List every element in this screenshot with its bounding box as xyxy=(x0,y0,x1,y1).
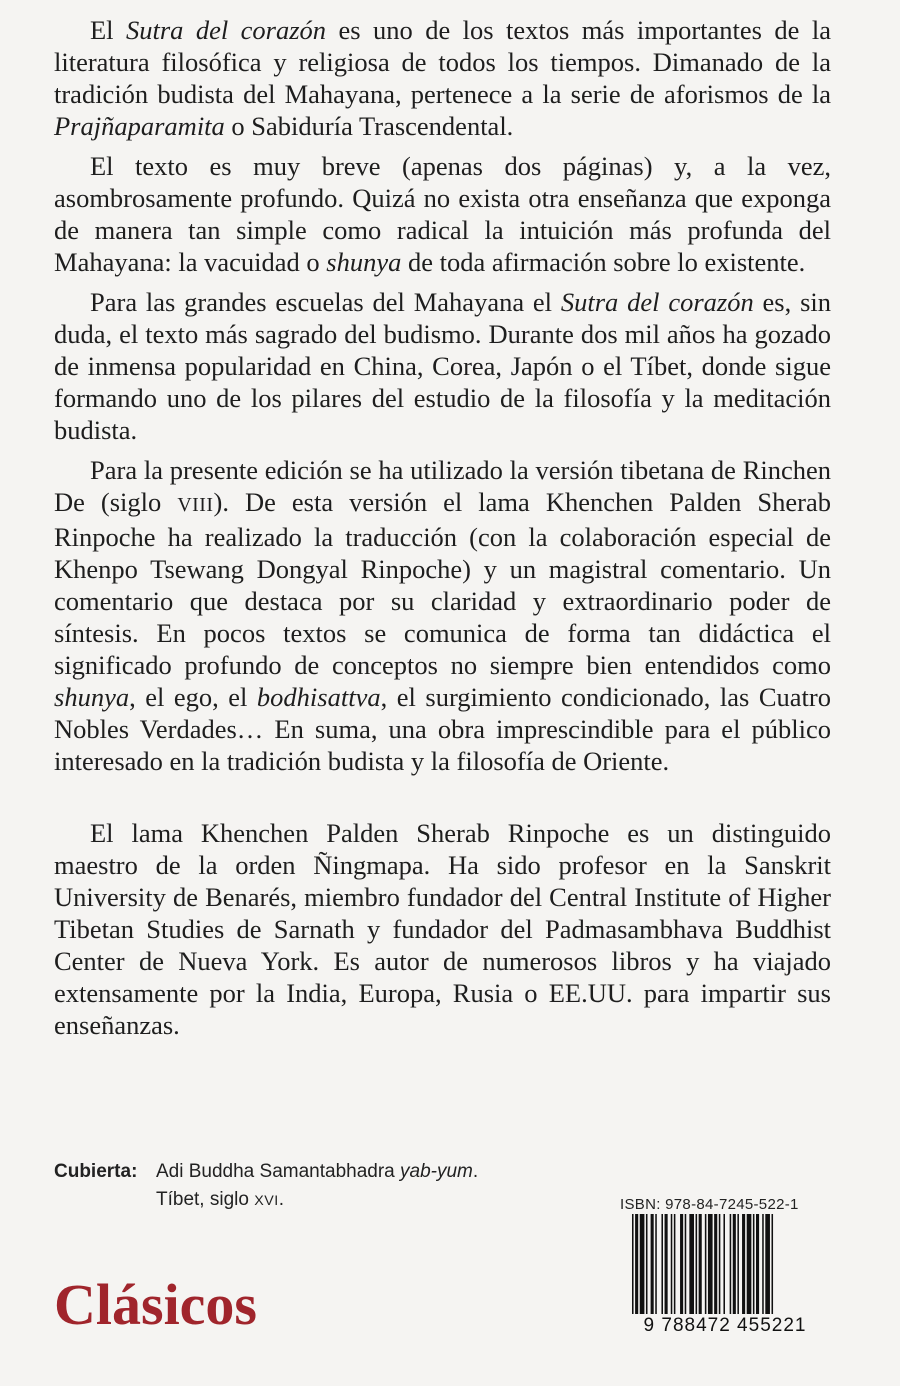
barcode-bar xyxy=(635,1214,638,1326)
barcode-bar xyxy=(632,1214,634,1326)
barcode-bar xyxy=(708,1214,713,1326)
italic-term: yab-yum xyxy=(400,1161,473,1182)
barcode-bar xyxy=(640,1214,645,1314)
text-run: Para la presente edición se ha utilizado la versión tibetana de Rinchen De (siglo xyxy=(54,455,831,517)
barcode-bar xyxy=(730,1214,732,1314)
barcode-bar xyxy=(699,1214,702,1314)
barcode-bar xyxy=(742,1214,745,1314)
text-run: Para las grandes escuelas del Mahayana el xyxy=(90,287,561,317)
text-run: , el surgimiento condicionado, las Cuatro Nobles Verdades… En suma, una obra imprescindible para el público interesado en la tradición budista y la filosofía de Oriente. xyxy=(54,682,831,776)
text-run: . xyxy=(278,1189,284,1210)
barcode-bar xyxy=(733,1214,736,1314)
barcode-bar xyxy=(753,1214,755,1314)
credits-label: Cubierta: xyxy=(54,1161,138,1182)
paragraph-3 xyxy=(54,286,831,446)
italic-term: shunya xyxy=(326,247,402,277)
text-run: Tíbet, siglo xyxy=(156,1189,255,1210)
text-run: o Sabiduría Trascendental. xyxy=(224,111,514,141)
text-run: El xyxy=(90,15,126,45)
century-numeral: XVI xyxy=(254,1193,279,1209)
barcode-bar xyxy=(772,1214,774,1326)
paragraph-1 xyxy=(54,14,831,142)
paragraph-4 xyxy=(54,454,831,777)
barcode-bar xyxy=(696,1214,698,1314)
barcode-bar xyxy=(646,1214,648,1314)
barcode-bar xyxy=(705,1214,707,1326)
barcode-bar xyxy=(651,1214,654,1314)
credits-line-2 xyxy=(54,1186,478,1215)
italic-term: shunya xyxy=(54,682,130,712)
barcode-bar xyxy=(671,1214,673,1314)
credits-line-1 xyxy=(54,1158,478,1186)
back-cover-text xyxy=(54,14,831,1049)
text-run: El texto es muy breve (apenas dos páginas) y, a la vez, asombrosamente profundo. Quizá no exista otra enseñanza que exponga de manera tan simple como radical la intuición más profunda del Mahayana: la vacuidad o xyxy=(54,151,831,277)
century-numeral: VIII xyxy=(177,494,214,516)
italic-title: Sutra del corazón xyxy=(126,15,327,45)
barcode-bars xyxy=(620,1214,830,1326)
barcode-bar xyxy=(661,1214,663,1314)
barcode-bar xyxy=(762,1214,764,1314)
text-run: de toda afirmación sobre lo existente. xyxy=(401,247,806,277)
italic-term: bodhisattva xyxy=(256,682,381,712)
text-run: es uno de los textos más importantes de la literatura filosófica y religiosa de todos los tiempos. Dimanado de la tradición budista del Mahayana, pertenece a la serie de aforismos de la xyxy=(54,15,831,109)
isbn-label: ISBN: 978-84-7245-522-1 xyxy=(620,1196,799,1213)
italic-title: Sutra del corazón xyxy=(560,287,754,317)
barcode-bar xyxy=(719,1214,721,1314)
barcode-digits: 9 788472 455221 xyxy=(620,1314,830,1338)
text-run: , el ego, el xyxy=(129,682,257,712)
barcode-bar xyxy=(723,1214,725,1314)
text-run: Adi Buddha Samantabhadra xyxy=(156,1161,401,1182)
barcode-bar xyxy=(747,1214,752,1314)
cover-credits xyxy=(54,1158,478,1215)
text-run: ). De esta versión el lama Khenchen Palden Sherab Rinpoche ha realizado la traducción (con la colaboración especial de Khenpo Tsewang Dongyal Rinpoche) y un magistral comentario. Un comentario que destaca por su claridad y extraordinario poder de síntesis. En pocos textos se comunica de forma tan didáctica el significado profundo de conceptos no siempre bien entendidos como xyxy=(54,487,831,680)
author-bio: El lama Khenchen Palden Sherab Rinpoche es un distinguido maestro de la orden Ñingmapa. Ha sido profesor en la Sanskrit University de Benarés, miembro fundador del Central Institute of Higher Tibetan Studies de Sarnath y fundador del Padmasambhava Buddhist Center de Nueva York. Es autor de numerosos libros y ha viajado extensamente por la India, Europa, Rusia o EE.UU. para impartir sus enseñanzas. xyxy=(54,818,831,1040)
barcode xyxy=(620,1214,830,1339)
text-run: . xyxy=(472,1161,479,1182)
barcode-bar xyxy=(756,1214,759,1314)
collection-logo: Clásicos xyxy=(54,1272,257,1337)
barcode-bar xyxy=(680,1214,683,1314)
barcode-bar xyxy=(665,1214,668,1314)
barcode-bar xyxy=(737,1214,739,1314)
barcode-bar xyxy=(674,1214,676,1314)
text-run: es, sin duda, el texto más sagrado del budismo. Durante dos mil años ha gozado de inmensa popularidad en China, Corea, Japón o el Tíbet, donde sigue formando uno de los pilares del estudio de la filosofía y la meditación budista. xyxy=(54,287,831,445)
barcode-bar xyxy=(714,1214,717,1314)
barcode-bar xyxy=(689,1214,694,1314)
italic-term: Prajñaparamita xyxy=(54,111,225,141)
barcode-bar xyxy=(765,1214,770,1326)
paragraph-2 xyxy=(54,150,831,278)
barcode-bar xyxy=(655,1214,657,1314)
barcode-bar xyxy=(685,1214,687,1314)
